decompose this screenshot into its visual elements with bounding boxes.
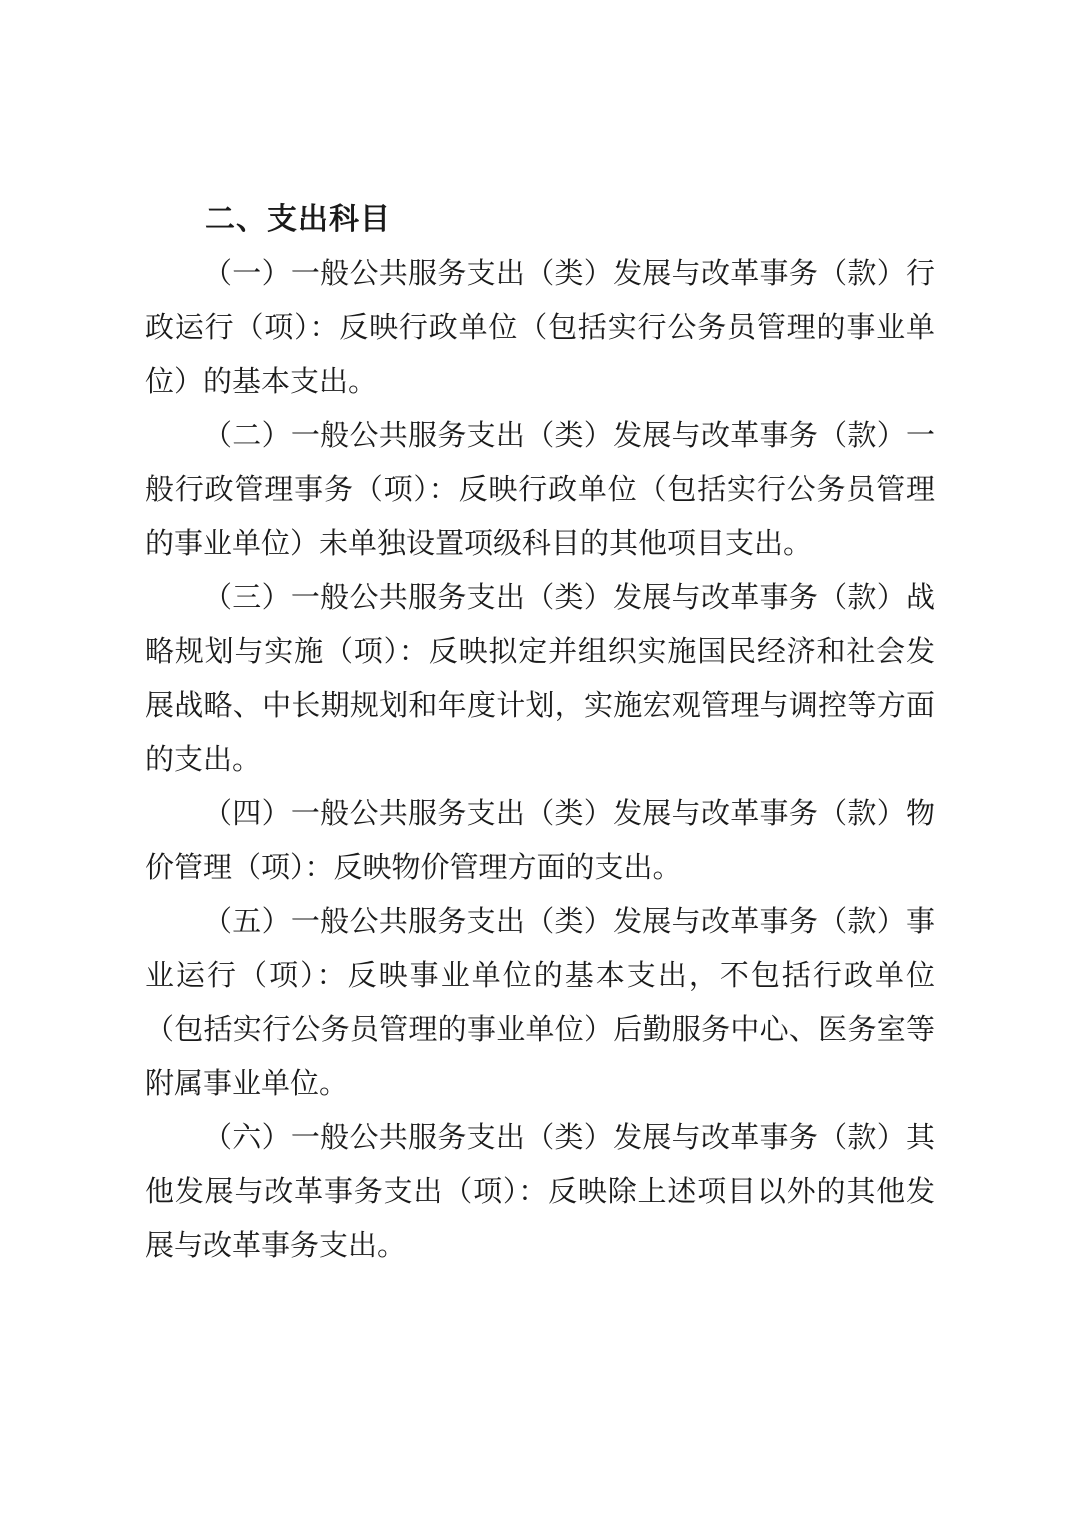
section-heading: 二、支出科目 (205, 203, 391, 236)
paragraph-expenditure-item-3: （三）一般公共服务支出（类）发展与改革事务（款）战略规划与实施（项）：反映拟定并组织实施国民经济和社会发展战略、中长期规划和年度计划，实施宏观管理与调控等方面的支出。 (145, 582, 935, 776)
paragraph-expenditure-item-2: （二）一般公共服务支出（类）发展与改革事务（款）一般行政管理事务（项）：反映行政单位（包括实行公务员管理的事业单位）未单独设置项级科目的其他项目支出。 (145, 420, 935, 560)
paragraph-expenditure-item-4: （四）一般公共服务支出（类）发展与改革事务（款）物价管理（项）：反映物价管理方面的支出。 (145, 798, 935, 884)
paragraph-expenditure-item-1: （一）一般公共服务支出（类）发展与改革事务（款）行政运行（项）：反映行政单位（包括实行公务员管理的事业单位）的基本支出。 (145, 258, 935, 398)
document-content (145, 193, 935, 1273)
paragraph-expenditure-item-5: （五）一般公共服务支出（类）发展与改革事务（款）事业运行（项）：反映事业单位的基本支出，不包括行政单位（包括实行公务员管理的事业单位）后勤服务中心、医务室等附属事业单位。 (145, 906, 935, 1100)
paragraph-expenditure-item-6: （六）一般公共服务支出（类）发展与改革事务（款）其他发展与改革事务支出（项）：反映除上述项目以外的其他发展与改革事务支出。 (145, 1122, 935, 1262)
